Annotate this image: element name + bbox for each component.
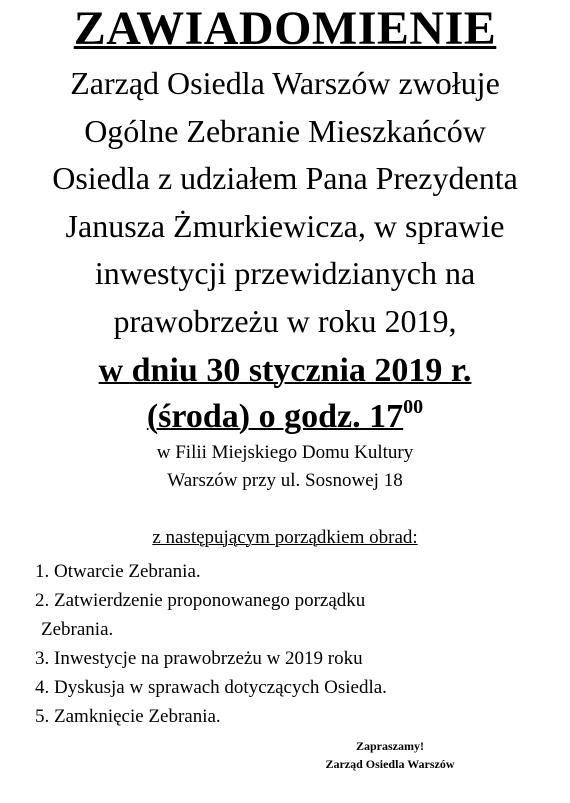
intro-line: Osiedla z udziałem Pana Prezydenta: [52, 160, 518, 196]
venue-line: w Filii Miejskiego Domu Kultury: [156, 442, 414, 463]
meeting-date-block: [0, 347, 570, 440]
meeting-time: [0, 394, 570, 440]
agenda-item: [35, 702, 555, 731]
agenda-list: [35, 557, 555, 731]
intro-paragraph: [0, 60, 570, 345]
intro-line: prawobrzeżu w roku 2019,: [113, 302, 457, 339]
closing-block: [290, 737, 490, 773]
agenda-item-text-continued: Zebrania.: [41, 619, 114, 640]
intro-line: Zarząd Osiedla Warszów zwołuje: [70, 65, 500, 101]
agenda-item: [35, 673, 555, 702]
agenda-item-text: 5. Zamknięcie Zebrania.: [35, 706, 221, 727]
agenda-item-text: 4. Dyskusja w sprawach dotyczących Osiedla.: [35, 677, 387, 698]
agenda-item-text: 1. Otwarcie Zebrania.: [35, 561, 201, 582]
closing-signature: Zarząd Osiedla Warszów: [325, 757, 455, 771]
agenda-heading: z następującym porządkiem obrad:: [152, 527, 418, 548]
intro-line: Ogólne Zebranie Mieszkańców: [84, 112, 486, 149]
closing-invite: Zapraszamy!: [356, 739, 424, 753]
meeting-time-main: (środa) o godz. 17: [146, 398, 404, 435]
intro-line: inwestycji przewidzianych na: [94, 255, 476, 291]
agenda-item: [35, 586, 555, 644]
meeting-date: w dniu 30 stycznia 2019 r.: [98, 352, 472, 389]
meeting-venue: [0, 439, 570, 495]
intro-line: Janusza Żmurkiewicza, w sprawie: [65, 207, 505, 244]
venue-line: Warszów przy ul. Sosnowej 18: [167, 470, 403, 491]
notice-title: ZAWIADOMIENIE: [73, 2, 497, 55]
agenda-item: [35, 644, 555, 673]
agenda-item-text: 2. Zatwierdzenie proponowanego porządku: [35, 590, 366, 611]
meeting-time-minutes: 00: [403, 396, 424, 418]
agenda-item-text: 3. Inwestycje na prawobrzeżu w 2019 roku: [35, 648, 363, 669]
agenda-item: [35, 557, 555, 586]
